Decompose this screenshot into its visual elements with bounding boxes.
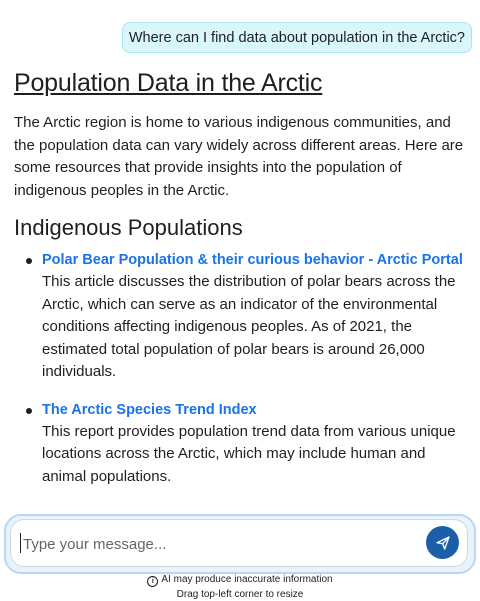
list-item	[42, 249, 470, 384]
list-item	[42, 399, 470, 489]
disclaimer	[0, 573, 480, 587]
message-input[interactable]	[21, 532, 415, 556]
resource-description: This report provides population trend data from various unique locations across the Arctic, which may include human and animal populations.	[42, 422, 456, 485]
resource-description: This article discusses the distribution of polar bears across the Arctic, which can serve as an indicator of the environmental conditions affecting indigenous peoples. As of 2021, the estimated total population of polar bears is around 26,000 individuals.	[42, 273, 456, 380]
resource-link-species-trend[interactable]: The Arctic Species Trend Index	[42, 401, 257, 418]
disclaimer-text: AI may produce inaccurate information	[161, 574, 333, 585]
send-icon	[435, 535, 451, 551]
send-button[interactable]	[426, 526, 459, 559]
info-icon: i	[147, 576, 158, 587]
bullet-icon	[26, 258, 32, 264]
composer	[10, 519, 468, 567]
section-heading: Indigenous Populations	[14, 215, 243, 240]
answer-title: Population Data in the Arctic	[14, 69, 323, 97]
assistant-answer	[14, 66, 470, 503]
resize-hint: Drag top-left corner to resize	[176, 589, 304, 600]
answer-intro: The Arctic region is home to various indigenous communities, and the population data can vary widely across different areas. Here are some resources that provide insights into the population of indigenous peoples in the Arctic.	[14, 114, 464, 199]
resource-link-polar-bear[interactable]: Polar Bear Population & their curious behavior - Arctic Portal	[42, 252, 463, 268]
bullet-icon	[26, 408, 32, 414]
resource-list	[14, 249, 470, 488]
user-message-bubble: Where can I find data about population in the Arctic?	[122, 22, 472, 53]
composer-container	[4, 514, 476, 574]
